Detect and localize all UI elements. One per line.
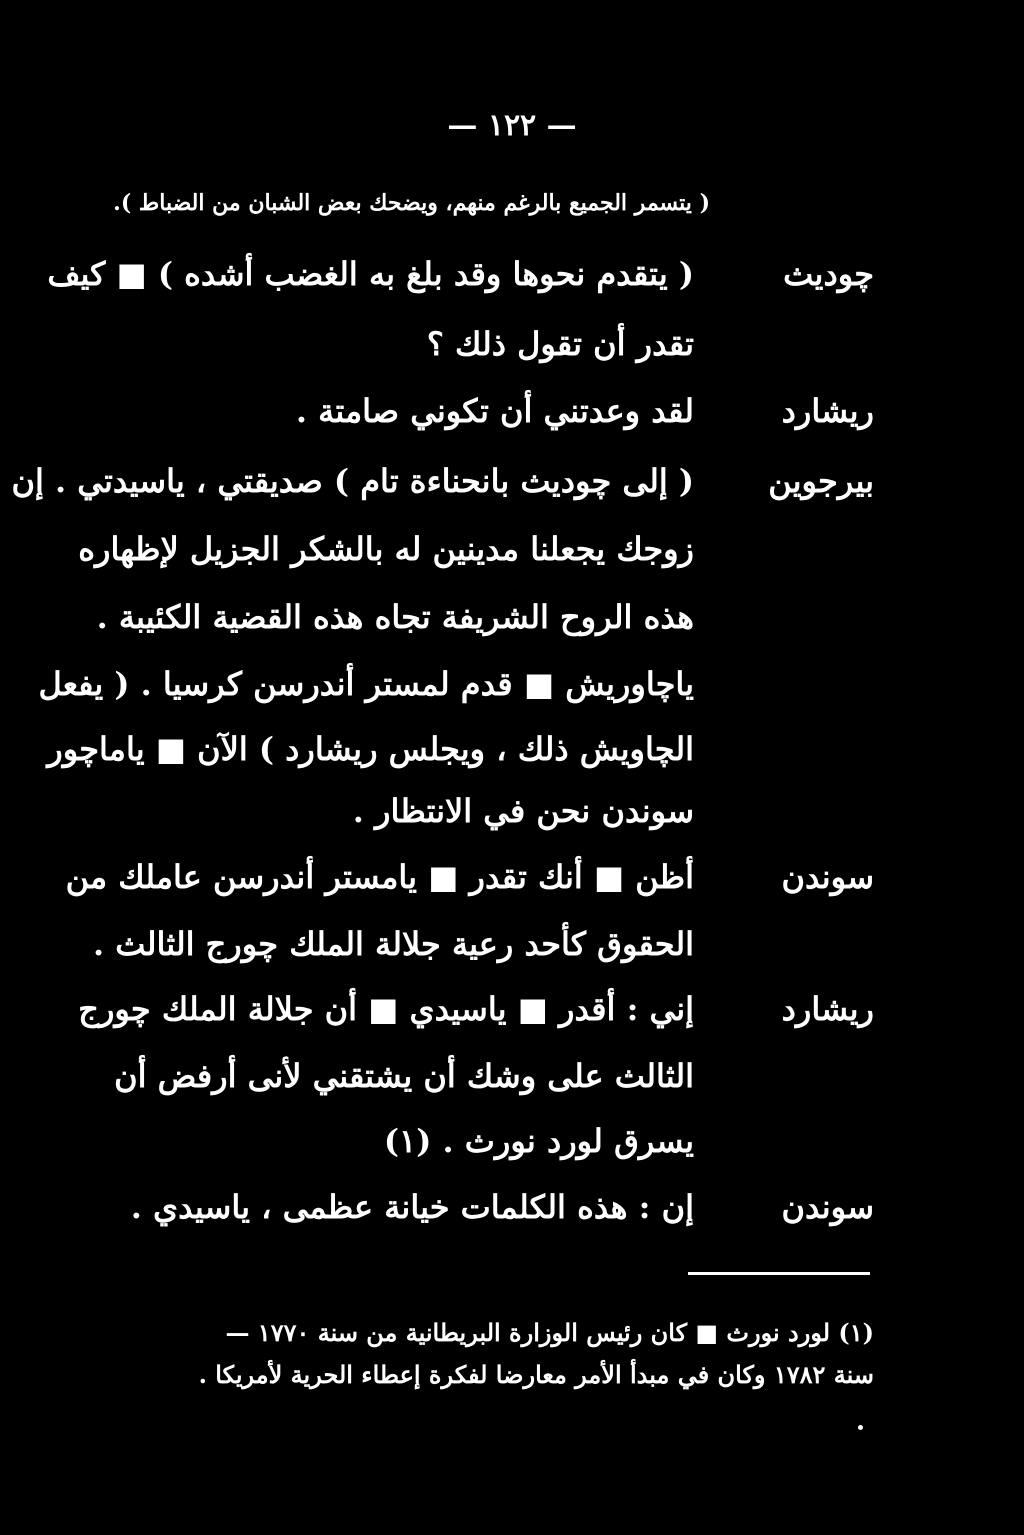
- stage-direction: ( يتسمر الجميع بالرغم منهم، ويضحك بعض الشبان من الضباط ).: [113, 190, 710, 216]
- dialogue-line: إني : أقدر ■ ياسيدي ■ أن جلالة الملك چورج: [78, 990, 694, 1028]
- speaker-name: چوديث: [783, 255, 874, 293]
- dialogue-line: إن : هذه الكلمات خيانة عظمى ، ياسيدي .: [130, 1188, 694, 1226]
- speaker-name: بيرجوين: [768, 462, 874, 500]
- dialogue-line: زوجك يجعلنا مدينين له بالشكر الجزيل لإظهاره: [78, 530, 694, 568]
- speaker-name: سوندن: [781, 858, 874, 896]
- dialogue-line: الچاويش ذلك ، ويجلس ريشارد ) الآن ■ ياماچور: [47, 730, 694, 768]
- dialogue-line: سوندن نحن في الانتظار .: [352, 792, 694, 830]
- dialogue-line: لقد وعدتني أن تكوني صامتة .: [295, 392, 694, 430]
- speaker-name: ريشارد: [781, 990, 874, 1028]
- dialogue-line: ( يتقدم نحوها وقد بلغ به الغضب أشده ) ■ كيف: [47, 255, 694, 293]
- page-number: — ١٢٢ —: [447, 108, 577, 143]
- speaker-name: سوندن: [781, 1188, 874, 1226]
- dialogue-line: الحقوق كأحد رعية جلالة الملك چورج الثالث .: [92, 925, 694, 963]
- dialogue-line: تقدر أن تقول ذلك ؟: [426, 325, 694, 363]
- dialogue-line: هذه الروح الشريفة تجاه هذه القضية الكئيبة .: [96, 598, 694, 636]
- dialogue-line: يسرق لورد نورث . (١): [383, 1122, 694, 1160]
- footnote-line: سنة ١٧٨٢ وكان في مبدأ الأمر معارضا لفكرة إعطاء الحرية لأمريكا .: [198, 1360, 874, 1389]
- ink-speck: [858, 1425, 863, 1430]
- dialogue-line: أظن ■ أنك تقدر ■ يامستر أندرسن عاملك من: [65, 858, 694, 896]
- dialogue-line: الثالث على وشك أن يشتقني لأنى أرفض أن: [114, 1057, 694, 1095]
- footnote-separator: [688, 1272, 870, 1275]
- dialogue-line: ( إلى چوديث بانحناءة تام ) صديقتي ، ياسيدتي . إن: [11, 462, 694, 500]
- dialogue-line: ياچاوريش ■ قدم لمستر أندرسن كرسيا . ( يفعل: [38, 665, 694, 703]
- speaker-name: ريشارد: [781, 392, 874, 430]
- footnote-line: (١) لورد نورث ■ كان رئيس الوزارة البريطانية من سنة ١٧٧٠ —: [225, 1318, 874, 1347]
